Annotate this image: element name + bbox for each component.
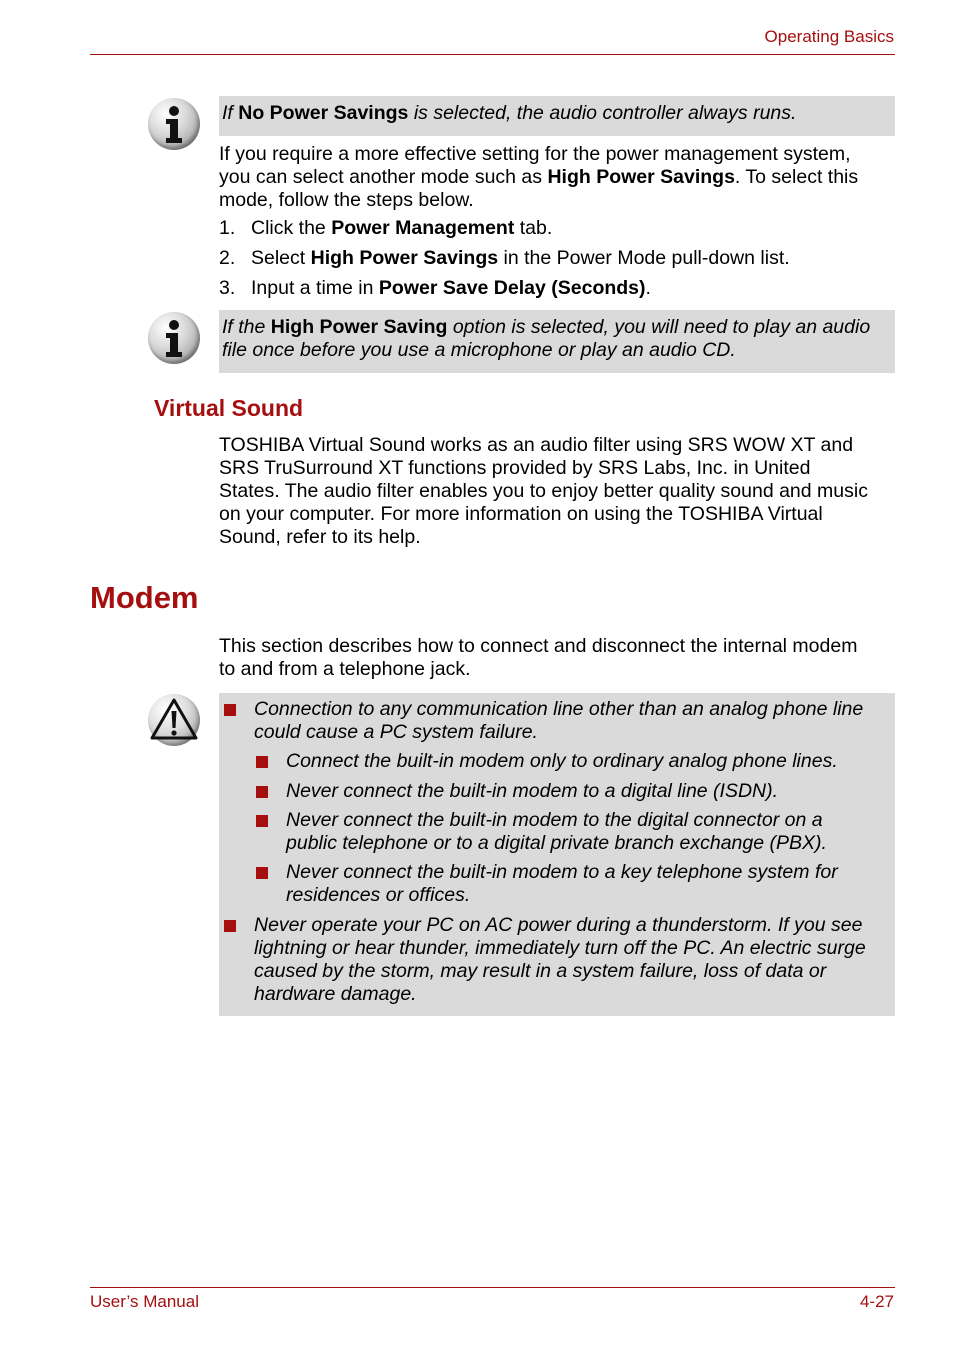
page-number: 4-27	[859, 1292, 894, 1311]
note-text: If No Power Savings is selected, the audio controller always runs.	[222, 102, 797, 124]
bullet-marker	[256, 815, 268, 827]
info-icon	[148, 98, 200, 150]
info-icon	[148, 312, 200, 364]
step-item: 2. Select High Power Savings in the Power Mode pull-down list.	[219, 247, 790, 269]
note-box-no-power-savings	[219, 96, 895, 136]
step-item: 3. Input a time in Power Save Delay (Seconds).	[219, 277, 651, 299]
bullet-marker	[256, 867, 268, 879]
bullet-marker	[224, 920, 236, 932]
note-text: If the High Power Saving option is selected, you will need to play an audio file once before you use a microphone or play an audio CD.	[222, 316, 871, 361]
bullet-marker	[224, 704, 236, 716]
warning-box	[219, 693, 895, 1016]
intro-paragraph: If you require a more effective setting for the power management system, you can select another mode such as High Power Savings. To select this mode, follow the steps below.	[219, 143, 859, 211]
bullet-marker	[256, 756, 268, 768]
warning-sub-bullet: Never connect the built-in modem to the digital connector on a public telephone or to a digital private branch exchange (PBX).	[286, 809, 827, 854]
heading-modem: Modem	[90, 580, 199, 615]
footer-manual-title: User’s Manual	[90, 1292, 199, 1311]
caution-icon	[148, 694, 200, 746]
footer-rule	[90, 1287, 895, 1288]
warning-sub-bullet: Connect the built-in modem only to ordinary analog phone lines.	[286, 750, 838, 772]
running-header: Operating Basics	[764, 27, 894, 46]
step-item: 1. Click the Power Management tab.	[219, 217, 553, 239]
note-box-high-power-saving	[219, 310, 895, 373]
header-rule	[90, 54, 895, 55]
virtual-sound-paragraph: TOSHIBA Virtual Sound works as an audio filter using SRS WOW XT and SRS TruSurround XT functions provided by SRS Labs, Inc. in United States. The audio filter enables you to enjoy better quality sound and music on your computer. For more information on using the TOSHIBA Virtual Sound, refer to its help.	[219, 434, 868, 548]
warning-bullet: Never operate your PC on AC power during a thunderstorm. If you see lightning or hear thunder, immediately turn off the PC. An electric surge caused by the storm, may result in a system failure, loss of data or hardware damage.	[254, 914, 866, 1005]
warning-sub-bullet: Never connect the built-in modem to a digital line (ISDN).	[286, 780, 779, 802]
heading-virtual-sound: Virtual Sound	[154, 395, 304, 421]
bullet-marker	[256, 786, 268, 798]
warning-sub-bullet: Never connect the built-in modem to a key telephone system for residences or offices.	[286, 861, 838, 906]
warning-bullet: Connection to any communication line other than an analog phone line could cause a PC system failure.	[254, 698, 864, 743]
modem-paragraph: This section describes how to connect and disconnect the internal modem to and from a telephone jack.	[219, 635, 858, 680]
